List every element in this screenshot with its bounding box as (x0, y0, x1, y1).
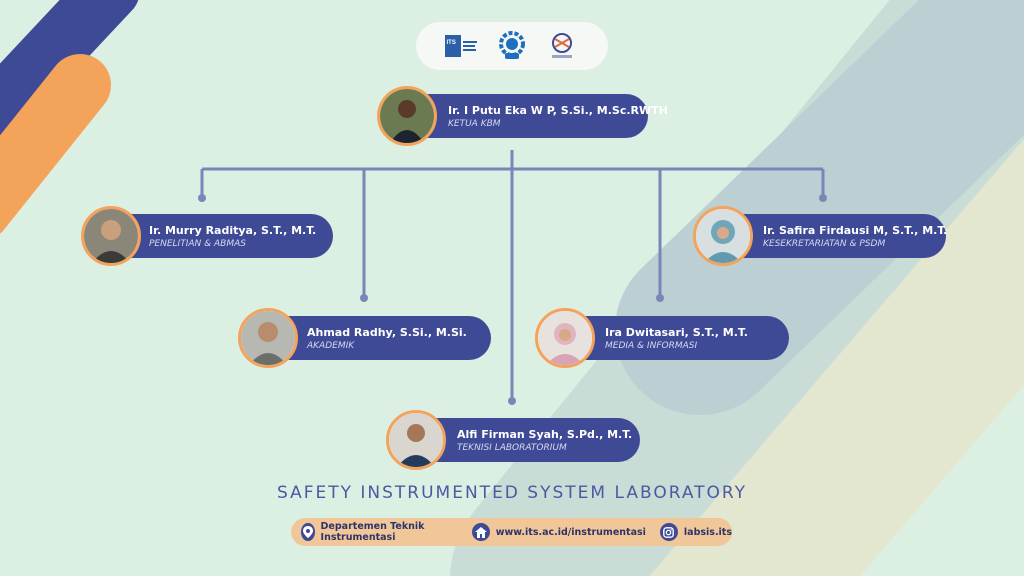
member-name: Ahmad Radhy, S.Si., M.Si. (307, 326, 467, 339)
svg-text:ITS: ITS (446, 40, 456, 46)
website-item[interactable] (472, 523, 646, 541)
home-icon (472, 523, 490, 541)
member-name: Ir. Safira Firdausi M, S.T., M.T. (763, 224, 948, 237)
member-card (721, 214, 946, 258)
avatar (535, 308, 595, 368)
department-item (301, 521, 458, 543)
member-role: PENELITIAN & ABMAS (149, 239, 246, 249)
contact-footer (291, 518, 732, 546)
member-card (563, 316, 789, 360)
location-pin-icon (301, 523, 315, 541)
member-role: MEDIA & INFORMASI (605, 341, 698, 351)
member-card (265, 316, 491, 360)
avatar (81, 206, 141, 266)
member-name: Ir. Murry Raditya, S.T., M.T. (149, 224, 317, 237)
instagram-item[interactable] (660, 523, 732, 541)
member-name: Ir. I Putu Eka W P, S.Si., M.Sc.RWTH (448, 104, 668, 117)
member-name: Alfi Firman Syah, S.Pd., M.T. (457, 428, 633, 441)
avatar (693, 206, 753, 266)
avatar (386, 410, 446, 470)
member-card (413, 418, 640, 462)
member-name: Ira Dwitasari, S.T., M.T. (605, 326, 748, 339)
member-role: AKADEMIK (307, 341, 355, 351)
head-card (404, 94, 668, 138)
lab-title: SAFETY INSTRUMENTED SYSTEM LABORATORY (276, 483, 748, 503)
member-role: KESEKRETARIATAN & PSDM (763, 239, 886, 249)
instagram-icon (660, 523, 678, 541)
member-role: KETUA KBM (448, 119, 501, 129)
instagram-handle[interactable]: labsis.its (683, 526, 732, 538)
member-role: TEKNISI LABORATORIUM (457, 443, 567, 453)
department-text: Departemen Teknik Instrumentasi (320, 521, 425, 543)
avatar (238, 308, 298, 368)
website-link[interactable]: www.its.ac.id/instrumentasi (495, 526, 646, 538)
avatar (377, 86, 437, 146)
